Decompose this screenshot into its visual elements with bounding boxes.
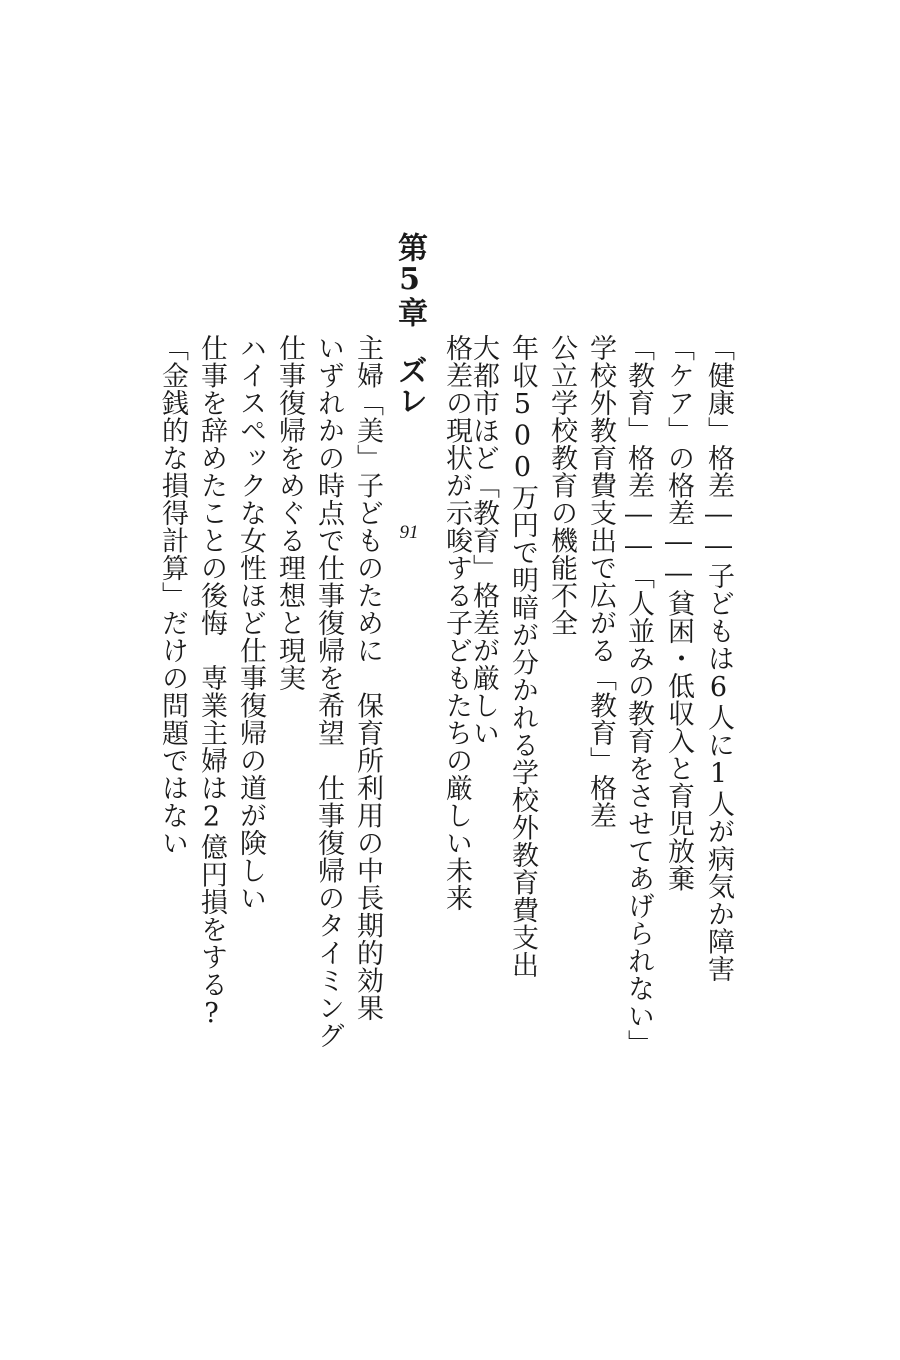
toc-item: 学校外教育費支出で広がる「教育」格差 <box>585 334 616 829</box>
toc-item: 公立学校教育の機能不全 <box>546 334 577 637</box>
toc-item: 仕事復帰をめぐる理想と現実 <box>274 334 305 692</box>
toc-item: 年収500万円で明暗が分かれる学校外教育費支出 <box>507 334 538 979</box>
toc-item: 大都市ほど「教育」格差が厳しい <box>468 334 499 747</box>
toc-item: 「教育」格差――「人並みの教育をさせてあげられない」 <box>623 334 654 1057</box>
toc-item: 仕事を辞めたことの後悔 専業主婦は2億円損をする? <box>196 334 227 1030</box>
chapter-heading <box>392 232 426 415</box>
toc-item: ハイスペックな女性ほど仕事復帰の道が険しい <box>235 334 266 912</box>
toc-item: 格差の現状が示唆する子どもたちの厳しい未来 <box>441 334 472 912</box>
toc-item: 主婦「美」子どものために 保育所利用の中長期的効果 <box>352 334 383 1022</box>
chapter-page-number: 91 <box>399 522 419 543</box>
toc-item: 「金銭的な損得計算」だけの問題ではない <box>157 334 188 857</box>
toc-item: 「健康」格差――子どもは6人に1人が病気か障害 <box>703 334 734 983</box>
chapter-number: 第5章 <box>392 232 427 327</box>
toc-item: いずれかの時点で仕事復帰を希望 仕事復帰のタイミング <box>313 334 344 1049</box>
toc-item: 「ケア」の格差――貧困・低収入と育児放棄 <box>663 334 694 892</box>
chapter-title: ズレ <box>392 355 427 415</box>
